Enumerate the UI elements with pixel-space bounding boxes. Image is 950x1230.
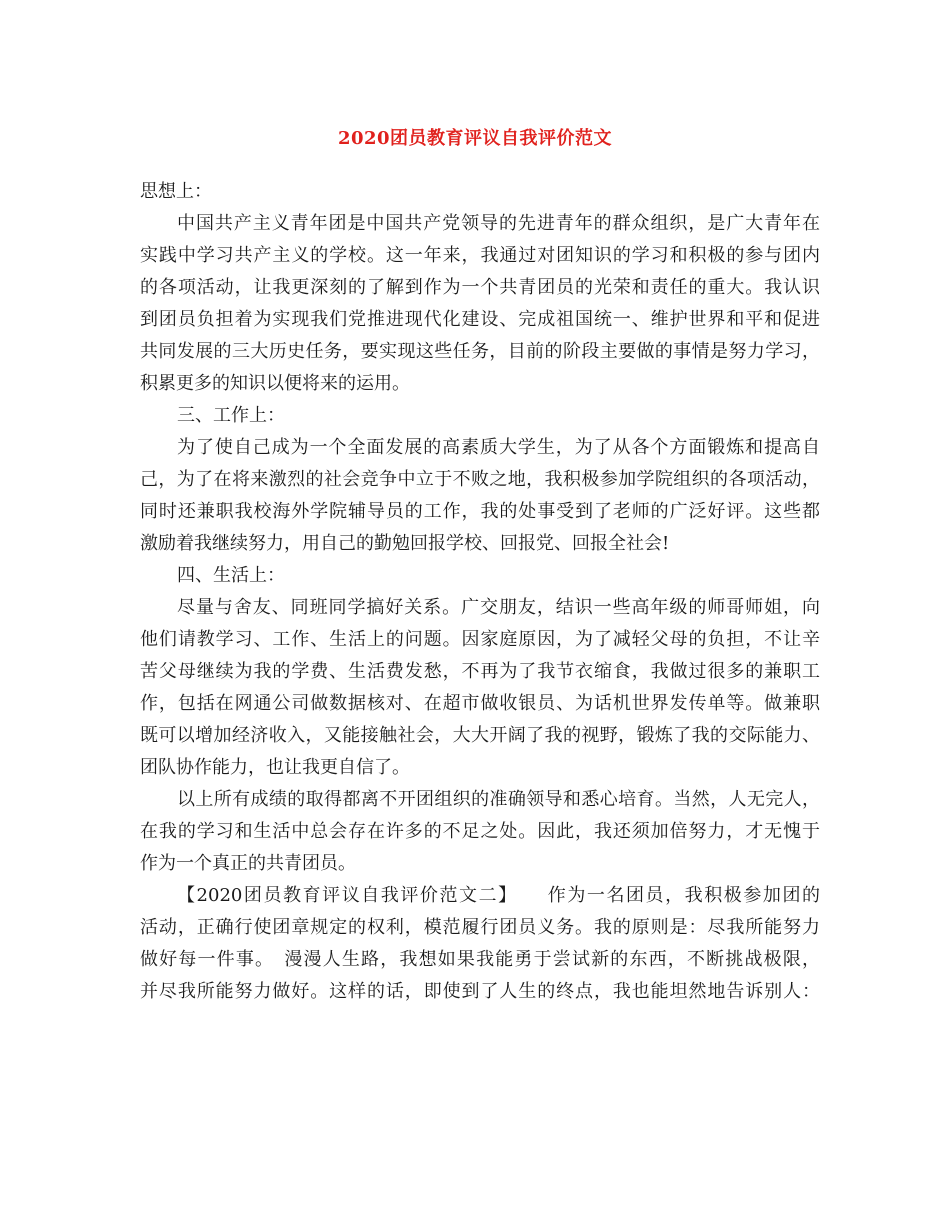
text-line: 作为一个真正的共青团员。 (140, 853, 356, 874)
text-line: 四、生活上： (177, 565, 285, 586)
document-body (140, 176, 820, 1008)
document-title: 2020团员教育评议自我评价范文 (337, 128, 613, 149)
text-line: 激励着我继续努力，用自己的勤勉回报学校、回报党、回报全社会! (140, 533, 670, 554)
text-line: 己，为了在将来激烈的社会竞争中立于不败之地，我积极参加学院组织的各项活动， (140, 469, 820, 490)
text-line: 为了使自己成为一个全面发展的高素质大学生，为了从各个方面锻炼和提高自 (177, 437, 820, 458)
text-line: 在我的学习和生活中总会存在许多的不足之处。因此，我还须加倍努力，才无愧于 (140, 821, 820, 842)
text-line: 做好每一件事。 漫漫人生路，我想如果我能勇于尝试新的东西，不断挑战极限， (140, 949, 820, 970)
text-line: 既可以增加经济收入，又能接触社会，大大开阔了我的视野，锻炼了我的交际能力、 (140, 725, 820, 746)
text-line: 到团员负担着为实现我们党推进现代化建设、完成祖国统一、维护世界和平和促进 (140, 309, 820, 330)
text-line: 【2020团员教育评议自我评价范文二】 作为一名团员，我积极参加团的 (177, 885, 820, 906)
text-line: 的各项活动，让我更深刻的了解到作为一个共青团员的光荣和责任的重大。我认识 (140, 277, 820, 298)
text-line: 尽量与舍友、同班同学搞好关系。广交朋友，结识一些高年级的师哥师姐，向 (177, 597, 820, 618)
text-line: 三、工作上： (177, 405, 285, 426)
text-line: 以上所有成绩的取得都离不开团组织的准确领导和悉心培育。当然，人无完人， (177, 789, 820, 810)
text-line: 他们请教学习、工作、生活上的问题。因家庭原因，为了减轻父母的负担，不让辛 (140, 629, 820, 650)
text-line: 团队协作能力，也让我更自信了。 (140, 757, 410, 778)
text-line: 中国共产主义青年团是中国共产党领导的先进青年的群众组织，是广大青年在 (177, 213, 820, 234)
text-line: 并尽我所能努力做好。这样的话，即使到了人生的终点，我也能坦然地告诉别人： (140, 981, 820, 1002)
text-line: 积累更多的知识以便将来的运用。 (140, 373, 410, 394)
text-line: 共同发展的三大历史任务，要实现这些任务，目前的阶段主要做的事情是努力学习， (140, 341, 820, 362)
text-line: 思想上： (140, 181, 212, 202)
text-line: 作，包括在网通公司做数据核对、在超市做收银员、为话机世界发传单等。做兼职 (140, 693, 820, 714)
text-line: 苦父母继续为我的学费、生活费发愁，不再为了我节衣缩食，我做过很多的兼职工 (140, 661, 820, 682)
text-line: 活动，正确行使团章规定的权利，模范履行团员义务。我的原则是：尽我所能努力 (140, 917, 820, 938)
text-line: 实践中学习共产主义的学校。这一年来，我通过对团知识的学习和积极的参与团内 (140, 245, 820, 266)
text-line: 同时还兼职我校海外学院辅导员的工作，我的处事受到了老师的广泛好评。这些都 (140, 501, 820, 522)
